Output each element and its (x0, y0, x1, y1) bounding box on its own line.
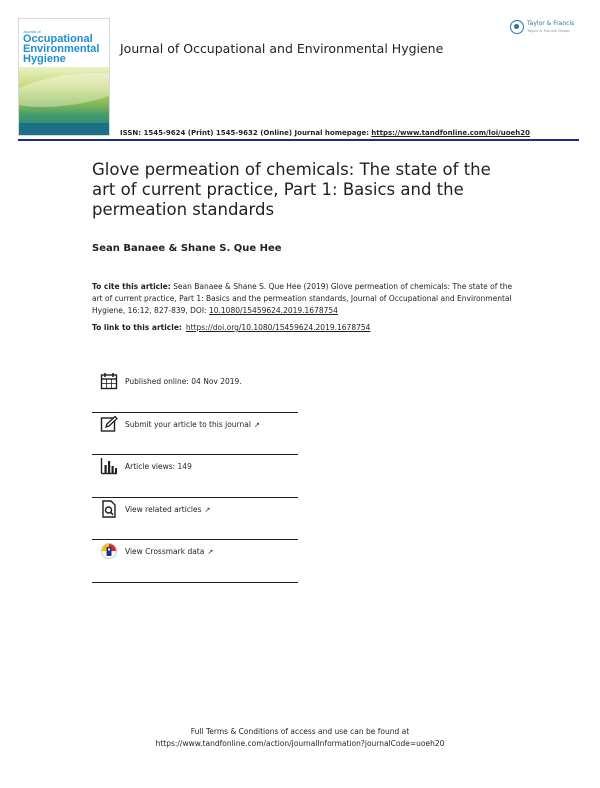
crossmark-row[interactable] (92, 540, 298, 583)
crossmark-icon (100, 542, 118, 560)
related-articles-link[interactable] (125, 505, 210, 514)
bar-chart-icon (100, 457, 118, 475)
issn-label: ISSN: 1545-9624 (Print) 1545-9632 (Online) Journal homepage: (120, 129, 370, 137)
external-link-icon: ↗ (204, 505, 211, 514)
submit-article-label: Submit your article to this journal (125, 419, 251, 429)
citation-block (92, 281, 522, 317)
related-articles-label: View related articles (125, 504, 202, 514)
link-label: To link to this article: (92, 323, 182, 332)
article-info-list (92, 370, 298, 583)
article-authors: Sean Banaee & Shane S. Que Hee (92, 243, 282, 254)
cover-title (23, 29, 99, 64)
submit-article-link[interactable] (125, 420, 260, 429)
submit-row[interactable] (92, 413, 298, 456)
cover-title-prefix: Journal of (23, 29, 41, 34)
doi-link[interactable]: 10.1080/15459624.2019.1678754 (208, 306, 338, 315)
issn-line (120, 129, 530, 137)
cover-title-line-2: Environmental (23, 43, 100, 55)
cover-title-line-3: Hygiene (23, 53, 66, 65)
crossmark-label: View Crossmark data (125, 547, 205, 556)
journal-cover (18, 18, 110, 136)
cover-image (19, 67, 109, 136)
publisher-name: Taylor & Francis (527, 20, 575, 27)
footer-terms-link[interactable]: https://www.tandfonline.com/action/journalInformation?journalCode=uoeh20 (155, 738, 445, 748)
citation-label: To cite this article: (92, 282, 171, 291)
external-link-icon: ↗ (207, 548, 214, 556)
article-title: Glove permeation of chemicals: The state of the art of current practice, Part 1: Basics and the permeation standards (92, 160, 491, 219)
calendar-icon (100, 372, 118, 390)
journal-name: Journal of Occupational and Environmental Hygiene (120, 41, 444, 56)
related-articles-icon (100, 500, 118, 518)
article-views: Article views: 149 (125, 462, 192, 471)
citation-text: Sean Banaee & Shane S. Que Hee (2019) Glove permeation of chemicals: The state of the art of current practice, Part 1: Basics and the permeation standards, Journal of Occupational and Environmental Hygiene, 16:12, 827-839, DOI: (92, 282, 513, 315)
published-date: Published online: 04 Nov 2019. (125, 377, 242, 386)
crossmark-link[interactable] (125, 547, 213, 556)
footer-line-1: Full Terms & Conditions of access and use can be found at (190, 727, 410, 736)
views-row (92, 455, 298, 498)
header-rule (18, 139, 579, 141)
article-link[interactable]: https://doi.org/10.1080/15459624.2019.1678754 (185, 323, 371, 332)
cover-title-line-1: Occupational (23, 33, 93, 45)
edit-icon (100, 415, 118, 433)
footer (0, 726, 600, 749)
link-block (92, 323, 370, 332)
publisher-sub: Taylor & Francis Group (527, 28, 570, 33)
publisher-mark-icon (510, 20, 524, 34)
published-row (92, 370, 298, 413)
journal-homepage-link[interactable]: https://www.tandfonline.com/loi/uoeh20 (371, 129, 530, 137)
publisher-logo (510, 18, 582, 38)
external-link-icon: ↗ (253, 420, 260, 429)
related-row[interactable] (92, 498, 298, 541)
